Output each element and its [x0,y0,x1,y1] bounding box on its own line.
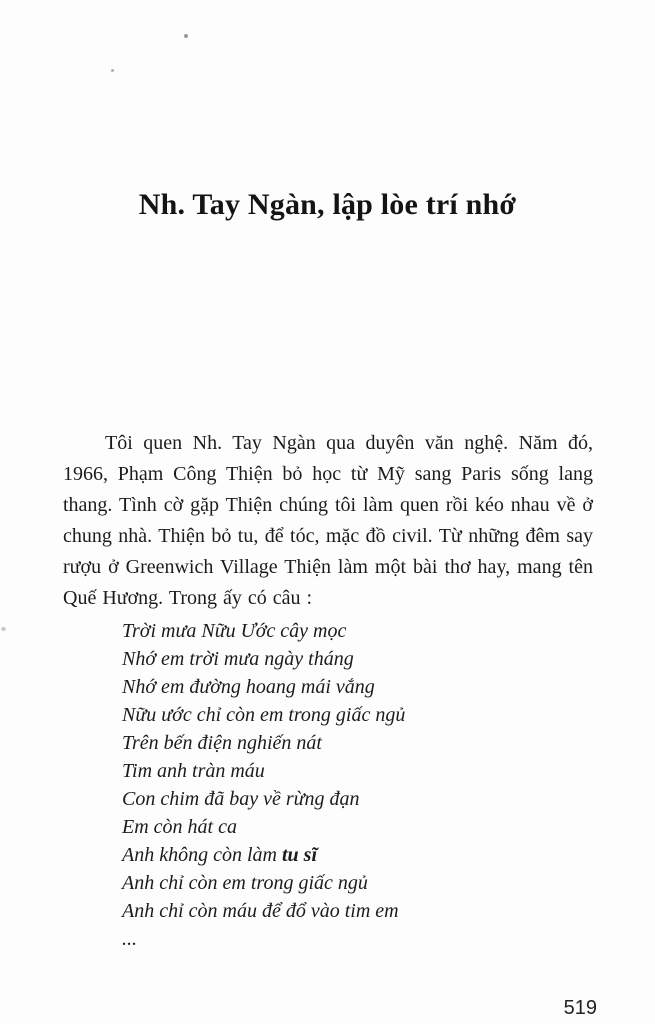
poem-line: Tim anh tràn máu [122,760,265,782]
poem-block [122,617,405,953]
poem-line-bold-text: tu sĩ [281,844,318,866]
poem-line: Em còn hát ca [122,816,237,838]
poem-line: Trên bến điện nghiến nát [122,732,322,754]
poem-line: Trời mưa Nữu Ước cây mọc [122,620,347,642]
poem-line: Anh chỉ còn máu để đổ vào tim em [122,900,399,922]
body-paragraph: Tôi quen Nh. Tay Ngàn qua duyên văn nghệ. Năm đó, 1966, Phạm Công Thiện bỏ học từ Mỹ sang Paris sống lang thang. Tình cờ gặp Thiện chúng tôi làm quen rồi kéo nhau về ở chung nhà. Thiện bỏ tu, để tóc, mặc đồ civil. Từ những đêm say rượu ở Greenwich Village Thiện làm một bài thơ hay, mang tên Quế Hương. Trong ấy có câu : [63,432,593,609]
scan-speck [184,34,188,38]
chapter-title: Nh. Tay Ngàn, lập lòe trí nhớ [138,188,517,221]
poem-line: Anh chỉ còn em trong giấc ngủ [122,872,368,894]
poem-line: Nữu ước chỉ còn em trong giấc ngủ [122,704,406,726]
scan-speck [1,627,6,631]
scan-speck [111,69,114,72]
poem-line: ... [122,928,137,950]
poem-line: Nhớ em trời mưa ngày tháng [122,648,354,670]
page-number: 519 [563,997,597,1019]
poem-line: Anh không còn làm tu sĩ [122,844,318,866]
poem-line: Nhớ em đường hoang mái vắng [122,676,375,698]
poem-line: Con chim đã bay về rừng đạn [122,788,360,810]
